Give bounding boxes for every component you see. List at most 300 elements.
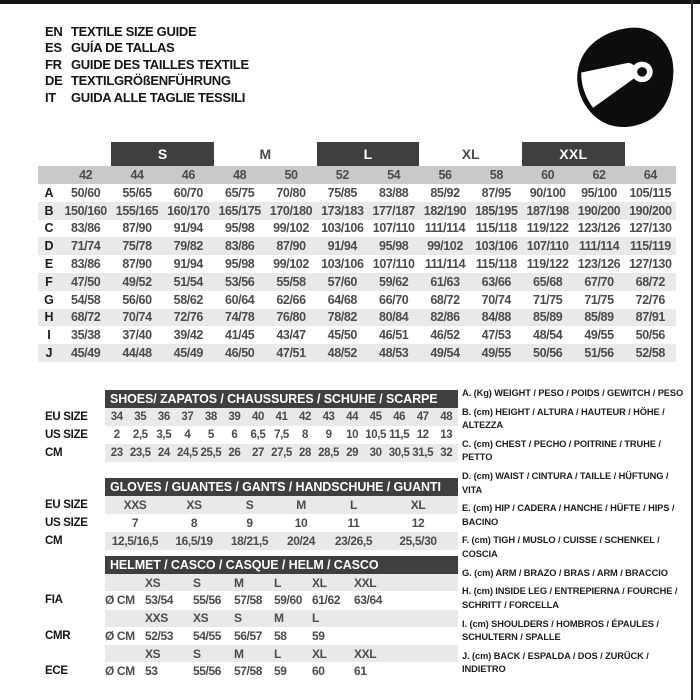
gloves-cell: 12,5/16,5 — [111, 534, 159, 548]
gloves-cell: 23/26,5 — [334, 534, 373, 548]
measurement-cell: 51/56 — [584, 346, 614, 361]
helmet-sizes-row-cmr — [38, 610, 458, 627]
measurement-cell: 68/72 — [430, 292, 460, 307]
measurement-cell: 58/62 — [173, 292, 203, 307]
shoes-cell: 30 — [369, 447, 382, 459]
measurement-cell: 95/100 — [581, 185, 617, 200]
shoes-cell: 37 — [181, 411, 194, 423]
shoes-cell: 38 — [204, 411, 217, 423]
helmet-section-header: HELMET / CASCO / CASQUE / HELM / CASCO — [105, 556, 458, 574]
measurement-cell: 60/70 — [173, 185, 203, 200]
measurement-cell: 50/56 — [533, 346, 563, 361]
gloves-table — [38, 496, 458, 550]
shoes-cell: 31,5 — [412, 447, 434, 459]
measurement-cell: 68/72 — [635, 274, 665, 289]
measurement-cell: 64/68 — [327, 292, 357, 307]
shoes-cell: 6 — [231, 429, 238, 441]
measurement-cell: 85/92 — [430, 185, 460, 200]
helmet-size-label: S — [193, 575, 201, 590]
helmet-sizes-values — [105, 574, 458, 591]
shoes-row-label: US SIZE — [45, 429, 88, 441]
helmet-row-spacer — [38, 645, 105, 662]
gloves-cell: 20/24 — [286, 534, 316, 548]
shoes-cell: 27,5 — [271, 447, 292, 459]
table-row-a — [38, 184, 676, 202]
row-letter: A — [44, 185, 54, 200]
measurement-cell: 127/130 — [629, 257, 672, 272]
row-letter: G — [44, 292, 54, 307]
legend-item: C. (cm) CHEST / PECHO / POITRINE / TRUHE / PETTO — [462, 438, 661, 463]
measurement-cell: 185/195 — [475, 203, 518, 218]
measurement-cell: 71/75 — [584, 292, 614, 307]
gloves-row-values — [105, 532, 458, 550]
measurement-cell: 55/58 — [276, 274, 306, 289]
shoes-cell: 45 — [369, 411, 382, 423]
measurement-cell: 46/52 — [430, 328, 460, 343]
bottom-tables — [38, 390, 458, 681]
gloves-cell: 10 — [294, 516, 308, 530]
measurement-cell: 107/110 — [372, 221, 415, 236]
helmet-size-label: S — [193, 646, 201, 661]
helmet-measure-cell: 55/56 — [193, 664, 222, 679]
row-letter: B — [44, 203, 54, 218]
gloves-cell: M — [296, 498, 306, 512]
helmet-size-label: XXL — [354, 646, 377, 661]
legend-item: J. (cm) BACK / ESPALDA / DOS / ZURÜCK / INDIETRO — [462, 650, 649, 675]
measurement-cell: 67/70 — [584, 274, 614, 289]
shoes-cell: 8 — [302, 429, 309, 441]
measurement-cell: 70/74 — [481, 292, 511, 307]
size-group-m: M — [259, 146, 272, 162]
helmet-values-row-ece — [38, 662, 458, 681]
helmet-values-row-fia — [38, 591, 458, 610]
main-size-table — [38, 142, 676, 362]
measurement-cell: 41/45 — [225, 328, 255, 343]
shoes-cell: 23,5 — [129, 447, 151, 459]
helmet-sizes-values — [105, 610, 458, 627]
measurement-cell: 72/76 — [635, 292, 665, 307]
language-code: FR — [45, 56, 62, 72]
measurement-cell: 60/64 — [225, 292, 255, 307]
measurement-cell: 127/130 — [629, 221, 672, 236]
measurement-cell: 45/49 — [71, 346, 101, 361]
shoes-cell: 10,5 — [365, 429, 387, 441]
shoes-cell: 24,5 — [176, 447, 198, 459]
table-row-h — [38, 309, 676, 327]
size-number: 50 — [284, 168, 298, 182]
shoes-row — [38, 426, 458, 444]
measurement-cell: 103/106 — [321, 221, 364, 236]
measurement-cell: 78/82 — [327, 310, 357, 325]
shoes-row-values — [105, 408, 458, 426]
measurement-cell: 48/53 — [379, 346, 409, 361]
helmet-measure-cell: 55/56 — [193, 593, 222, 608]
measurement-cell: 95/98 — [225, 221, 255, 236]
helmet-size-label: L — [274, 646, 281, 661]
helmet-unit-label: Ø CM — [105, 593, 135, 608]
helmet-size-label: M — [274, 611, 284, 625]
shoes-cell: 28 — [299, 447, 312, 459]
helmet-measure-cell: 53/54 — [145, 593, 174, 608]
measurement-rows — [38, 184, 676, 362]
table-row-e — [38, 255, 676, 273]
shoes-table — [38, 408, 458, 462]
table-row-i — [38, 326, 676, 344]
measurement-cell: 87/91 — [635, 310, 665, 325]
helmet-measure-cell: 59 — [312, 628, 325, 643]
helmet-measure-cell: 63/64 — [354, 593, 383, 608]
measurement-cell: 48/54 — [533, 328, 563, 343]
helmet-row-spacer — [38, 610, 105, 627]
shoes-cell: 6,5 — [250, 429, 266, 441]
measurement-cell: 52/58 — [635, 346, 665, 361]
right-border-line — [691, 0, 693, 700]
gloves-cell: 16,5/19 — [175, 534, 213, 548]
shoes-cell: 34 — [110, 411, 123, 423]
language-row — [45, 56, 249, 73]
helmet-measure-cell: 59 — [274, 664, 287, 679]
helmet-standard-label: ECE — [45, 665, 68, 678]
helmet-measure-values — [105, 627, 458, 646]
measurement-cell: 74/78 — [225, 310, 255, 325]
shoes-cell: 7,5 — [274, 429, 289, 441]
measurement-cell: 115/118 — [475, 257, 517, 272]
gloves-cell: 12 — [411, 516, 425, 530]
language-row — [45, 23, 249, 40]
top-border-line — [0, 0, 700, 4]
size-group-s: S — [111, 142, 214, 166]
shoes-cell: 39 — [228, 411, 241, 423]
helmet-measure-cell: 53 — [145, 664, 158, 679]
measurement-cell: 65/75 — [225, 185, 255, 200]
size-number: 64 — [643, 168, 657, 182]
shoes-cell: 12 — [416, 429, 429, 441]
helmet-size-label: XS — [145, 575, 161, 590]
shoes-cell: 29 — [346, 447, 359, 459]
gloves-row-label: US SIZE — [45, 517, 88, 529]
legend-item: H. (cm) INSIDE LEG / ENTREPIERNA / FOURCHE / SCHRITT / FORCELLA — [462, 586, 678, 610]
measurement-cell: 103/106 — [321, 257, 364, 272]
measurement-cell: 46/51 — [379, 328, 409, 343]
legend-item: E. (cm) HIP / CADERA / HANCHE / HÜFTE / HIPS / BACINO — [462, 503, 675, 527]
table-row-g — [38, 291, 676, 309]
measurement-cell: 155/165 — [115, 203, 159, 218]
size-group-header-row — [38, 142, 676, 166]
measurement-cell: 83/88 — [379, 185, 409, 200]
measurement-cell: 72/76 — [173, 310, 203, 325]
helmet-unit-label: Ø CM — [105, 628, 135, 643]
measurement-cell: 115/118 — [475, 221, 517, 236]
gloves-row-values — [105, 514, 458, 532]
measurement-cell: 49/54 — [430, 346, 460, 361]
measurement-cell: 173/183 — [321, 203, 364, 218]
measurement-cell: 105/115 — [629, 185, 672, 200]
measurement-cell: 91/94 — [173, 221, 203, 236]
measurement-cell: 59/62 — [379, 274, 409, 289]
size-group-xl: XL — [461, 146, 480, 162]
helmet-measure-cell: 58 — [274, 628, 287, 643]
shoes-row — [38, 408, 458, 426]
measurement-cell: 177/187 — [372, 203, 415, 218]
language-code: ES — [45, 40, 62, 56]
table-row-d — [38, 237, 676, 255]
shoes-cell: 2 — [113, 429, 120, 441]
helmet-measure-cell: 60 — [312, 664, 325, 679]
shoes-cell: 24 — [157, 447, 170, 459]
helmet-measure-cell: 57/58 — [234, 664, 263, 679]
measurement-cell: 47/51 — [276, 346, 306, 361]
measurement-cell: 70/80 — [276, 185, 306, 200]
measurement-cell: 63/66 — [481, 274, 511, 289]
measurement-cell: 119/122 — [526, 257, 569, 272]
measurement-cell: 87/95 — [481, 185, 511, 200]
gloves-row — [38, 514, 458, 532]
row-letter: F — [45, 274, 53, 289]
measurement-cell: 47/50 — [71, 274, 101, 289]
size-number: 42 — [79, 168, 93, 182]
measurement-cell: 49/55 — [584, 328, 614, 343]
measurement-cell: 35/38 — [71, 328, 101, 343]
helmet-size-label: XL — [312, 575, 327, 590]
size-number: 54 — [387, 168, 401, 182]
measurement-cell: 91/94 — [173, 257, 203, 272]
gloves-row — [38, 496, 458, 514]
helmet-sizes-row-ece — [38, 645, 458, 662]
row-letter: I — [47, 328, 51, 343]
shoes-row-values — [105, 444, 458, 462]
size-number: 48 — [233, 168, 247, 182]
measurement-cell: 44/48 — [122, 346, 152, 361]
shoes-cell: 46 — [393, 411, 406, 423]
measurement-cell: 99/102 — [427, 239, 463, 254]
helmet-measure-cell: 61/62 — [312, 593, 341, 608]
row-letter: E — [44, 257, 54, 272]
measurement-cell: 107/110 — [372, 257, 415, 272]
measurement-cell: 45/49 — [173, 346, 203, 361]
shoes-section-header: SHOES/ ZAPATOS / CHAUSSURES / SCHUHE / SCARPE — [105, 390, 458, 408]
band-spacer — [38, 166, 60, 184]
gloves-cell: S — [245, 498, 254, 512]
shoes-row-label: EU SIZE — [45, 411, 88, 423]
shoes-cell: 44 — [346, 411, 359, 423]
shoes-cell: 35 — [134, 411, 147, 423]
measurement-cell: 79/82 — [173, 239, 203, 254]
measurement-cell: 43/47 — [276, 328, 306, 343]
helmet-measure-cell: 56/57 — [234, 628, 263, 643]
measurement-cell: 56/60 — [122, 292, 152, 307]
language-code: EN — [45, 23, 63, 39]
gloves-row-values — [105, 496, 458, 514]
shoes-cell: 4 — [184, 429, 191, 441]
measurement-cell: 75/78 — [122, 239, 152, 254]
shoes-cell: 5 — [207, 429, 214, 441]
legend-item: A. (Kg) WEIGHT / PESO / POIDS / GEWITCH / PESO — [462, 388, 684, 398]
size-number: 58 — [489, 168, 503, 182]
helmet-size-label: XS — [145, 646, 161, 661]
measurement-cell: 50/60 — [71, 185, 101, 200]
legend-item: I. (cm) SHOULDERS / HOMBROS / ÉPAULES / SCHULTERN / SPALLE — [462, 618, 659, 642]
helmet-size-label: L — [274, 575, 281, 590]
shoes-cell: 26 — [228, 447, 241, 459]
gloves-cell: 11 — [347, 516, 360, 530]
shoes-cell: 40 — [251, 411, 264, 423]
helmet-standard-label: CMR — [45, 629, 71, 642]
language-title: TEXTILGRÖßENFÜHRUNG — [71, 73, 231, 89]
measurement-cell: 123/126 — [577, 257, 621, 272]
shoes-cell: 3,5 — [156, 429, 172, 441]
measurement-cell: 85/89 — [584, 310, 614, 325]
measurement-cell: 182/190 — [423, 203, 467, 218]
language-row — [45, 40, 249, 57]
measurement-cell: 150/160 — [64, 203, 107, 218]
measurement-cell: 68/72 — [71, 310, 101, 325]
helmet-size-label: M — [234, 646, 244, 661]
measurement-cell: 190/200 — [577, 203, 621, 218]
language-code: IT — [45, 89, 56, 105]
helmet-size-label: XXL — [354, 575, 377, 590]
helmet-measure-values — [105, 662, 458, 681]
measurement-cell: 71/75 — [533, 292, 563, 307]
gloves-section-header: GLOVES / GUANTES / GANTS / HANDSCHUHE / GUANTI — [105, 478, 458, 496]
measurement-cell: 65/68 — [533, 274, 563, 289]
gloves-cell: 8 — [190, 516, 198, 530]
helmet-size-label: XL — [312, 646, 327, 661]
measurement-cell: 87/90 — [276, 239, 306, 254]
helmet-measure-cell: 54/55 — [193, 628, 222, 643]
measurement-cell: 160/170 — [167, 203, 210, 218]
language-title: GUÍA DE TALLAS — [71, 40, 175, 56]
measurement-cell: 82/86 — [430, 310, 460, 325]
measurement-cell: 70/74 — [122, 310, 152, 325]
shoes-cell: 42 — [299, 411, 312, 423]
shoes-row — [38, 444, 458, 462]
measurement-cell: 99/102 — [273, 221, 309, 236]
measurement-cell: 49/52 — [122, 274, 152, 289]
shoes-cell: 30,5 — [388, 447, 410, 459]
size-group-l: L — [317, 142, 420, 166]
helmet-table — [38, 574, 458, 681]
gloves-row — [38, 532, 458, 550]
helmet-size-label: L — [312, 611, 319, 625]
size-number-band — [38, 166, 676, 184]
legend-item: G. (cm) ARM / BRAZO / BRAS / ARM / BRACCIO — [462, 567, 668, 578]
measurement-cell: 49/55 — [481, 346, 511, 361]
size-number: 60 — [541, 168, 555, 182]
row-letter: D — [44, 239, 54, 254]
size-number: 44 — [130, 168, 144, 182]
measurement-cell: 103/106 — [475, 239, 518, 254]
measurement-cell: 107/110 — [526, 239, 569, 254]
legend-item: B. (cm) HEIGHT / ALTURA / HAUTEUR / HÖHE / ALTEZZA — [462, 406, 665, 431]
helmet-size-label: M — [234, 575, 244, 590]
helmet-row-spacer — [38, 574, 105, 591]
measurement-cell: 39/42 — [173, 328, 203, 343]
measurement-cell: 53/56 — [225, 274, 255, 289]
measurement-cell: 91/94 — [327, 239, 357, 254]
shoes-cell: 47 — [416, 411, 429, 423]
measurement-cell: 55/65 — [122, 185, 152, 200]
measurement-cell: 111/114 — [578, 239, 620, 254]
helmet-measure-cell: 61 — [354, 664, 367, 679]
measurement-cell: 95/98 — [379, 239, 409, 254]
gloves-cell: XS — [186, 498, 202, 512]
measurement-cell: 48/52 — [327, 346, 357, 361]
measurement-cell: 46/50 — [225, 346, 255, 361]
legend-item: D. (cm) WAIST / CINTURA / TAILLE / HÜFTUNG / VITA — [462, 471, 669, 495]
measurement-cell: 99/102 — [273, 257, 309, 272]
shoes-row-values — [105, 426, 458, 444]
measurement-legend — [462, 387, 690, 682]
measurement-cell: 66/70 — [379, 292, 409, 307]
gloves-cell: XL — [410, 498, 426, 512]
gloves-cell: 18/21,5 — [230, 534, 269, 548]
measurement-cell: 111/114 — [424, 257, 466, 272]
size-number: 52 — [335, 168, 349, 182]
measurement-cell: 45/50 — [327, 328, 357, 343]
measurement-cell: 76/80 — [276, 310, 306, 325]
measurement-cell: 54/58 — [71, 292, 101, 307]
gloves-row-label: EU SIZE — [45, 499, 88, 511]
helmet-measure-cell: 52/53 — [145, 628, 174, 643]
table-row-c — [38, 220, 676, 238]
measurement-cell: 51/54 — [173, 274, 203, 289]
table-row-f — [38, 273, 676, 291]
language-code: DE — [45, 73, 63, 89]
shoes-cell: 9 — [325, 429, 332, 441]
measurement-cell: 57/60 — [327, 274, 357, 289]
shoes-cell: 2,5 — [132, 429, 148, 441]
measurement-cell: 75/85 — [327, 185, 357, 200]
helmet-measure-cell: 59/60 — [274, 593, 303, 608]
measurement-cell: 61/63 — [430, 274, 460, 289]
helmet-measure-values — [105, 591, 458, 610]
helmet-size-label: XXS — [145, 611, 168, 625]
size-group-xxl: XXL — [522, 142, 625, 166]
measurement-cell: 83/86 — [71, 257, 101, 272]
measurement-cell: 87/90 — [122, 221, 152, 236]
measurement-cell: 123/126 — [577, 221, 621, 236]
measurement-cell: 37/40 — [122, 328, 152, 343]
shoes-cell: 10 — [346, 429, 359, 441]
measurement-cell: 85/89 — [533, 310, 563, 325]
gloves-row-label: CM — [45, 535, 63, 547]
measurement-cell: 115/119 — [629, 239, 671, 254]
measurement-cell: 83/86 — [225, 239, 255, 254]
shoes-cell: 11,5 — [389, 429, 410, 441]
measurement-cell: 165/175 — [218, 203, 261, 218]
row-letter: C — [44, 221, 54, 236]
helmet-sizes-row-fia — [38, 574, 458, 591]
helmet-unit-label: Ø CM — [105, 664, 135, 679]
shoes-cell: 25,5 — [200, 447, 222, 459]
helmet-values-row-cmr — [38, 627, 458, 646]
measurement-cell: 190/200 — [629, 203, 672, 218]
measurement-cell: 84/88 — [481, 310, 511, 325]
size-number: 62 — [592, 168, 606, 182]
table-row-j — [38, 344, 676, 362]
helmet-measure-cell: 57/58 — [234, 593, 263, 608]
measurement-cell: 50/56 — [635, 328, 665, 343]
language-title: GUIDA ALLE TAGLIE TESSILI — [71, 89, 246, 105]
language-row — [45, 73, 249, 90]
measurement-cell: 83/86 — [71, 221, 101, 236]
measurement-cell: 170/180 — [269, 203, 313, 218]
language-list — [45, 23, 249, 106]
table-row-b — [38, 202, 676, 220]
helmet-sizes-values — [105, 645, 458, 662]
measurement-cell: 95/98 — [225, 257, 255, 272]
shoes-cell: 48 — [440, 411, 453, 423]
